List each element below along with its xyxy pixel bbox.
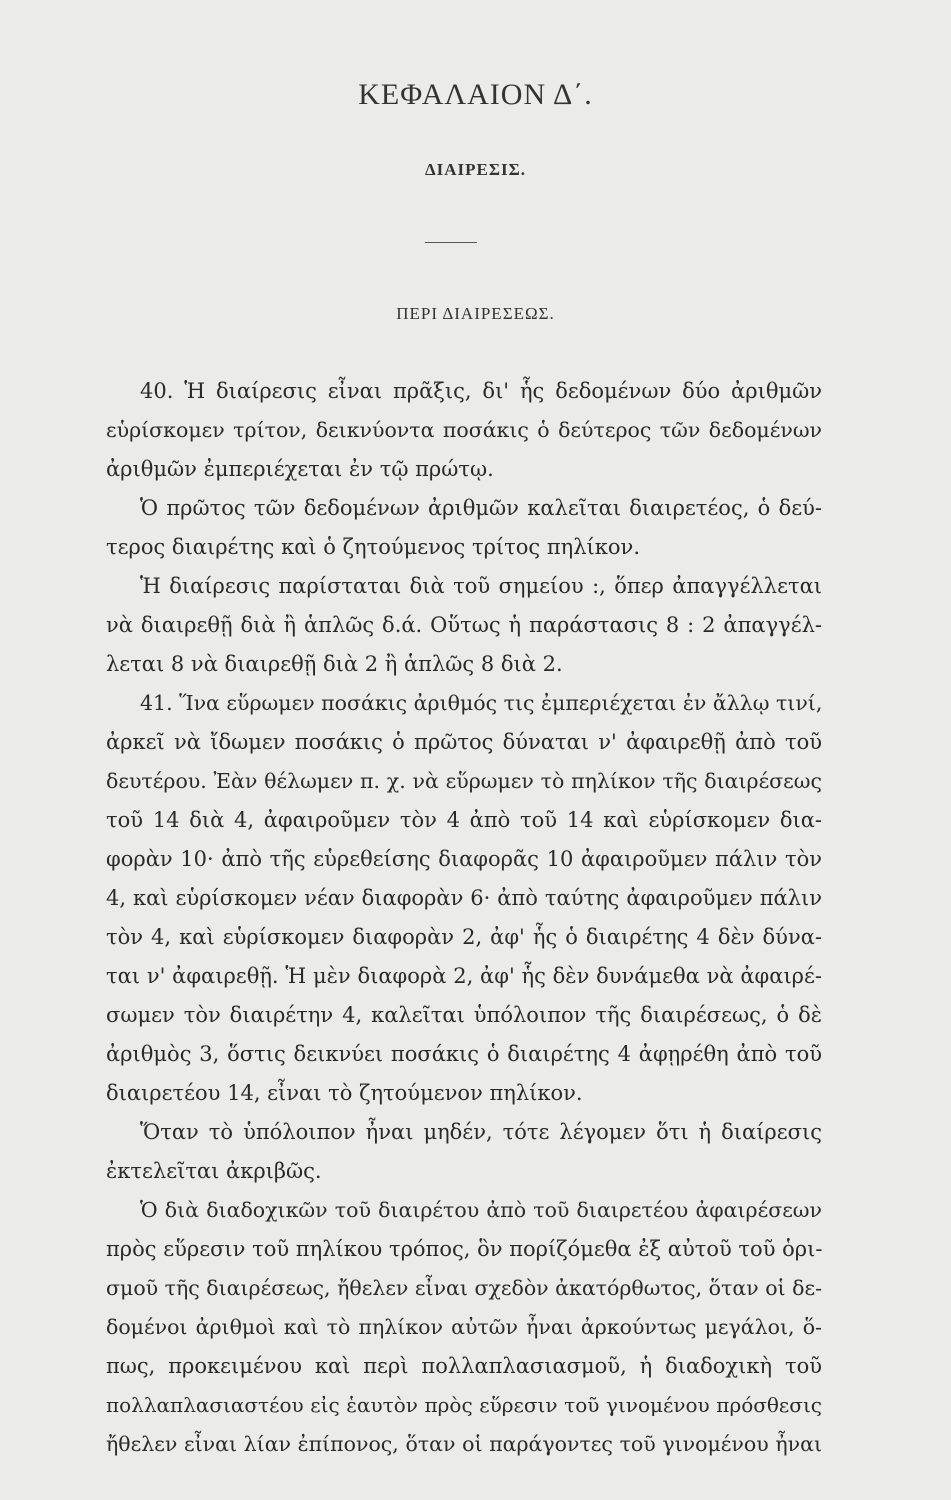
text-line: πως, προκειμένου καὶ περὶ πολλαπλασιασμοῦ, ἡ διαδοχικὴ τοῦ — [106, 1354, 822, 1378]
subsection-title: ΠΕΡΙ ΔΙΑΙΡΕΣΕΩΣ. — [396, 304, 555, 323]
text-line: ἐκτελεῖται ἀκριβῶς. — [106, 1159, 322, 1183]
text-line: δομένοι ἀριθμοὶ καὶ τὸ πηλίκον αὐτῶν ἦναι ἀρκούντως μεγάλοι, ὅ- — [106, 1315, 822, 1339]
text-line: σμοῦ τῆς διαιρέσεως, ἤθελεν εἶναι σχεδὸν ἀκατόρθωτος, ὅταν οἱ δε- — [106, 1276, 822, 1300]
text-line: τοῦ 14 διὰ 4, ἀφαιροῦμεν τὸν 4 ἀπὸ τοῦ 14 καὶ εὑρίσκομεν δια- — [106, 808, 822, 832]
text-line: ἀρκεῖ νὰ ἴδωμεν ποσάκις ὁ πρῶτος δύναται ν' ἀφαιρεθῇ ἀπὸ τοῦ — [106, 730, 822, 754]
text-line: σωμεν τὸν διαιρέτην 4, καλεῖται ὑπόλοιπον τῆς διαιρέσεως, ὁ δὲ — [106, 1003, 822, 1027]
text-line: Ὁ πρῶτος τῶν δεδομένων ἀριθμῶν καλεῖται διαιρετέος, ὁ δεύ- — [140, 496, 822, 520]
text-line: τὸν 4, καὶ εὑρίσκομεν διαφορὰν 2, ἀφ' ἧς ὁ διαιρέτης 4 δὲν δύνα- — [106, 925, 822, 949]
section-title: ΔΙΑΙΡΕΣΙΣ. — [425, 160, 526, 179]
text-line: λεται 8 νὰ διαιρεθῇ διὰ 2 ἢ ἁπλῶς 8 διὰ 2. — [106, 652, 563, 676]
text-line: Ὅταν τὸ ὑπόλοιπον ἦναι μηδέν, τότε λέγομεν ὅτι ἡ διαίρεσις — [140, 1120, 822, 1144]
text-line: εὑρίσκομεν τρίτον, δεικνύοντα ποσάκις ὁ δεύτερος τῶν δεδομένων — [106, 418, 822, 442]
text-line: ται ν' ἀφαιρεθῇ. Ἡ μὲν διαφορὰ 2, ἀφ' ἧς δὲν δυνάμεθα νὰ ἀφαιρέ- — [106, 964, 822, 988]
text-line: διαιρετέου 14, εἶναι τὸ ζητούμενον πηλίκον. — [106, 1081, 583, 1105]
text-line: ἤθελεν εἶναι λίαν ἐπίπονος, ὅταν οἱ παράγοντες τοῦ γινομένου ἦναι — [106, 1432, 822, 1456]
text-line: πολλαπλασιαστέου εἰς ἑαυτὸν πρὸς εὕρεσιν τοῦ γινομένου πρόσθεσις — [106, 1393, 822, 1417]
text-line: ἀριθμῶν ἐμπεριέχεται ἐν τῷ πρώτῳ. — [106, 457, 494, 481]
text-line: νὰ διαιρεθῇ διὰ ἢ ἁπλῶς δ.ά. Οὕτως ἡ παράστασις 8 : 2 ἀπαγγέλ- — [106, 613, 822, 637]
text-line: 40. Ἡ διαίρεσις εἶναι πρᾶξις, δι' ἧς δεδομένων δύο ἀριθμῶν — [140, 379, 822, 403]
text-line: φορὰν 10· ἀπὸ τῆς εὑρεθείσης διαφορᾶς 10 ἀφαιροῦμεν πάλιν τὸν — [106, 847, 822, 871]
text-line: Ἡ διαίρεσις παρίσταται διὰ τοῦ σημείου :, ὅπερ ἀπαγγέλλεται — [140, 574, 822, 598]
chapter-title: ΚΕΦΑΛΑΙΟΝ Δ΄. — [358, 78, 593, 111]
body-text — [106, 372, 822, 1464]
text-line: πρὸς εὕρεσιν τοῦ πηλίκου τρόπος, ὃν πορίζόμεθα ἐξ αὐτοῦ τοῦ ὁρι- — [106, 1237, 822, 1261]
text-line: τερος διαιρέτης καὶ ὁ ζητούμενος τρίτος πηλίκον. — [106, 535, 641, 559]
text-line: 4, καὶ εὑρίσκομεν νέαν διαφορὰν 6· ἀπὸ ταύτης ἀφαιροῦμεν πάλιν — [106, 886, 822, 910]
text-line: 41. Ἵνα εὕρωμεν ποσάκις ἀριθμός τις ἐμπεριέχεται ἐν ἄλλῳ τινί, — [140, 691, 822, 715]
text-line: ἀριθμὸς 3, ὅστις δεικνύει ποσάκις ὁ διαιρέτης 4 ἀφῃρέθη ἀπὸ τοῦ — [106, 1042, 822, 1066]
section-divider — [425, 242, 477, 243]
text-line: Ὁ διὰ διαδοχικῶν τοῦ διαιρέτου ἀπὸ τοῦ διαιρετέου ἀφαιρέσεων — [140, 1198, 822, 1222]
text-line: δευτέρου. Ἐὰν θέλωμεν π. χ. νὰ εὕρωμεν τὸ πηλίκον τῆς διαιρέσεως — [106, 769, 822, 793]
